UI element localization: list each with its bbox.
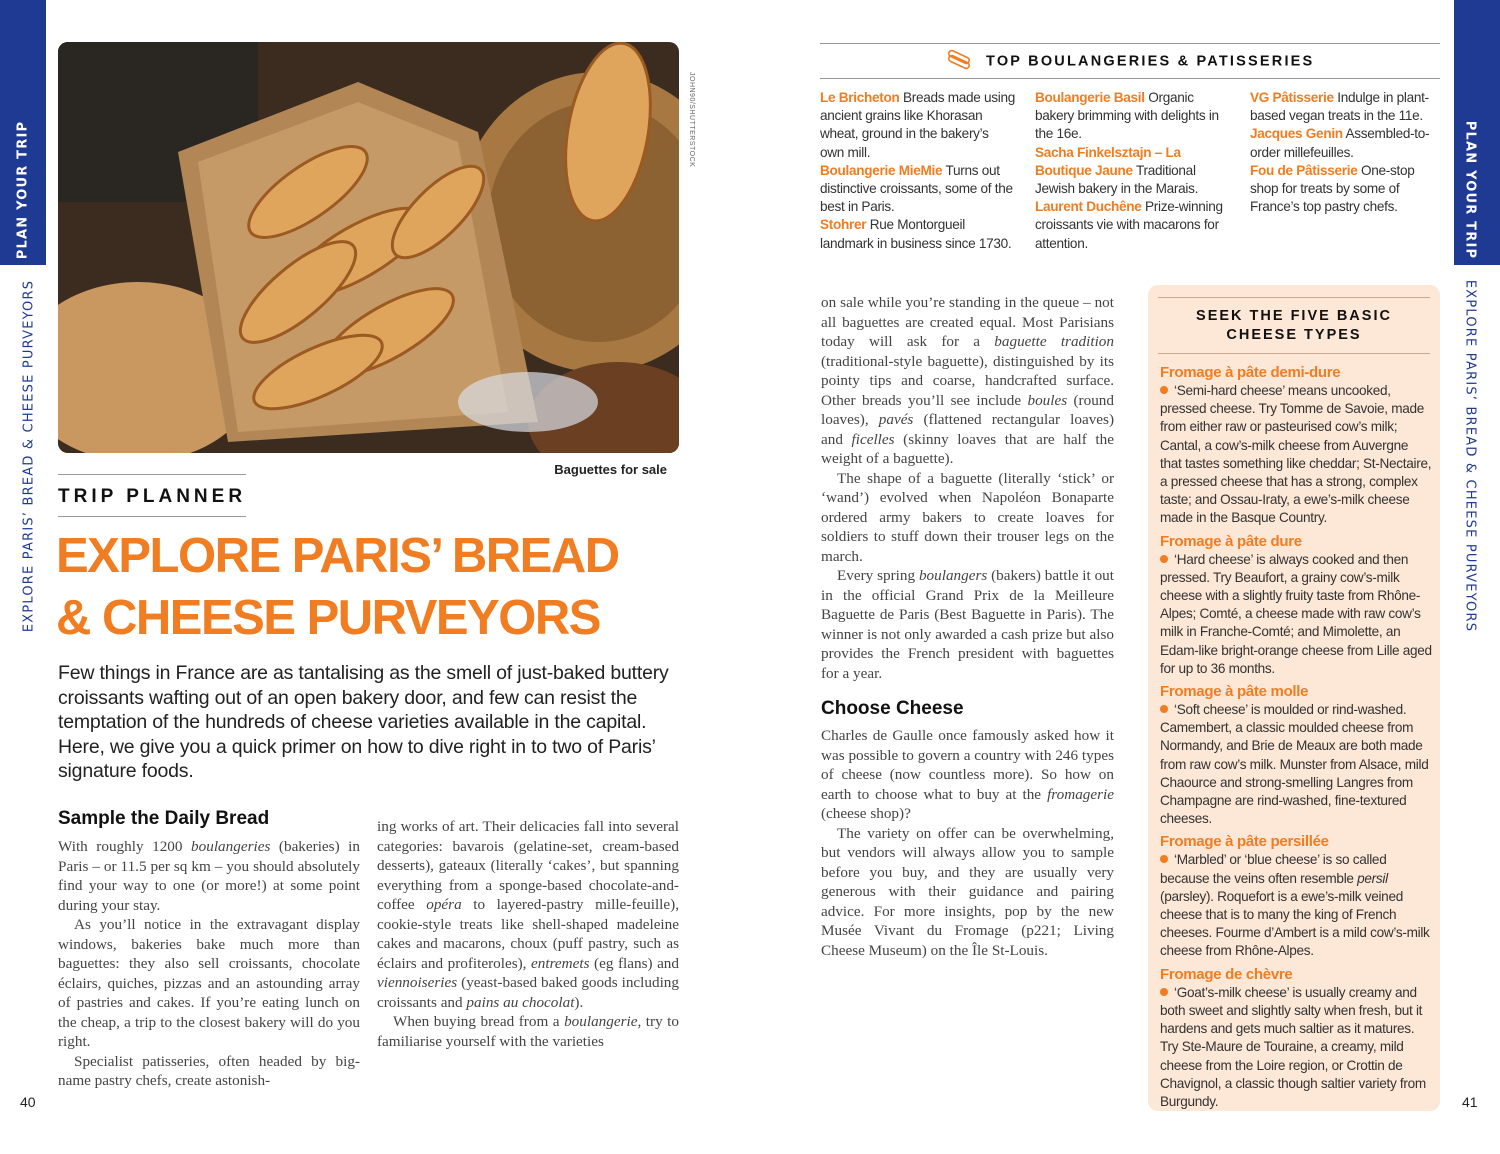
cheese-item	[1160, 682, 1432, 828]
cheese-item-text: ‘Marbled’ or ‘blue cheese’ is so called because the veins often resemble persil (parsley). Roquefort is a ewe’s-milk veined cheese that is to many the king of French cheeses. Fourme d’Ambert is a mild cow’s-milk cheese from Rhône-Alpes.	[1160, 852, 1430, 959]
bullet-icon	[1160, 988, 1168, 996]
top-box-heading: TOP BOULANGERIES & PATISSERIES	[986, 53, 1315, 70]
top-box-column-2	[1035, 89, 1230, 253]
baguettes-illustration	[58, 42, 679, 453]
bread-col2-p1: ing works of art. Their delicacies fall into several categories: bavarois (gelatine-set, cream-based desserts), gateaux (literally ‘cakes’, but spanning everything from a sponge-based chocolate-and-coffee opéra to layered-pastry mille-feuille), cookie-style treats like shell-shaped madeleine cakes and macarons, choux (puff pastry, such as éclairs and profiteroles), entremets (eg flans) and viennoiseries (yeast-based baked goods including croissants and pains au chocolat).	[377, 818, 679, 1011]
cheese-box-rule-top	[1158, 297, 1430, 298]
cheese-list	[1160, 359, 1432, 1111]
bread-col1-p3: Specialist patisseries, often headed by big-name pastry chefs, create astonish-	[58, 1052, 360, 1089]
cheese-item-text: ‘Semi-hard cheese’ means uncooked, pressed cheese. Try Tomme de Savoie, made from either raw or pasteurised cow’s milk; Cantal, a cow’s-milk cheese from Auvergne that tastes something like cheddar; St-Nectaire, a pressed cheese that has a strong, complex taste; and Ossau-Iraty, a ewe’s-milk cheese made in the Basque Country.	[1160, 383, 1432, 526]
cheese-item-heading: Fromage à pâte dure	[1160, 532, 1302, 550]
cheese-box-title	[1148, 307, 1440, 345]
intro-paragraph: Few things in France are as tantalising as the smell of just-baked buttery croissants wafting out of an open bakery door, and few can resist the temptation of the hundreds of cheese varieties available in the capital. Here, we give you a quick primer on how to dive right in to two of Paris’ signature foods.	[58, 662, 669, 783]
list-item: Boulangerie MieMie Turns out distinctive croissants, some of the best in Paris.	[820, 162, 1013, 215]
bullet-icon	[1160, 855, 1168, 863]
mid-p3: Every spring boulangers (bakers) battle it out in the official Grand Prix de la Meilleure Baguette de Paris (Best Baguette in Paris). The winner is not only awarded a cash prize but also provides the French president with baguettes for a year.	[821, 567, 1114, 682]
bread-cheese-column	[821, 293, 1114, 960]
top-box-header	[820, 48, 1440, 76]
mid-p2: The shape of a baguette (literally ‘stick’ or ‘wand’) evolved when Napoléon Bonaparte ordered army bakers to create loaves for soldiers to stuff down their trouser legs on the march.	[821, 469, 1114, 565]
list-item: Sacha Finkelsztajn – La Boutique Jaune Traditional Jewish bakery in the Marais.	[1035, 144, 1199, 197]
mid-p1: on sale while you’re standing in the queue – not all baguettes are created equal. Most Parisians today will ask for a baguette tradition (traditional-style baguette), distinguished by its pointy tips and coarse, handcrafted surface. Other breads you’ll see include boules (round loaves), pavés (flattened rectangular loaves) and ficelles (skinny loaves that are half the weight of a baguette).	[821, 294, 1115, 467]
cheese-item-heading: Fromage à pâte demi-dure	[1160, 364, 1341, 381]
baguettes-photo	[58, 42, 679, 453]
cheese-item-heading: Fromage à pâte persillée	[1160, 833, 1329, 851]
list-item: VG Pâtisserie Indulge in plant-based vegan treats in the 11e.	[1250, 90, 1429, 124]
left-side-tab-label: PLAN YOUR TRIP	[15, 120, 31, 260]
cheese-item	[1160, 965, 1432, 1111]
page-number-right: 41	[1462, 1094, 1478, 1110]
top-box-rule-bottom	[820, 78, 1440, 79]
kicker-rule-bottom	[58, 516, 246, 517]
cheese-box-rule-bottom	[1158, 353, 1430, 354]
cheese-types-box	[1148, 285, 1440, 1111]
cheese-item-text: ‘Hard cheese’ is always cooked and then pressed. Try Beaufort, a grainy cow’s-milk cheese with a slightly fruity taste from Rhône-Alpes; Comté, a cheese made with raw cow’s milk in Franche-Comté; and Mimolette, an Edam-like bright-orange cheese from Lille aged for up to 36 months.	[1160, 551, 1432, 676]
top-box-column-3	[1250, 89, 1440, 216]
mid-p4: Charles de Gaulle once famously asked how it was possible to govern a country with 246 types of cheese (now countless more). So how on earth to choose what to buy at the fromagerie (cheese shop)?	[821, 727, 1114, 822]
section-kicker: TRIP PLANNER	[58, 486, 247, 507]
bread-column-2	[377, 817, 679, 1051]
photo-credit: JOHN90/SHUTTERSTOCK	[688, 72, 695, 168]
cheese-item	[1160, 363, 1432, 528]
cheese-box-title-line1: SEEK THE FIVE BASIC	[1196, 308, 1392, 324]
cheese-box-title-line2: CHEESE TYPES	[1226, 327, 1362, 343]
cheese-item	[1160, 532, 1432, 678]
cheese-item-heading: Fromage à pâte molle	[1160, 683, 1309, 701]
bread-section-heading: Sample the Daily Bread	[58, 808, 270, 829]
list-item: Laurent Duchêne Prize-winning croissants vie with macarons for attention.	[1035, 199, 1223, 251]
cheese-item-text: ‘Soft cheese’ is moulded or rind-washed. Camembert, a classic moulded cheese from Normandy, and Brie de Meaux are both made from raw cow’s milk. Munster from Alsace, mild Chaource and strong-smelling Langres from Champagne are rind-washed, fine-textured cheeses.	[1160, 702, 1429, 827]
right-side-tab-label: PLAN YOUR TRIP	[1462, 120, 1478, 260]
mid-p5: The variety on offer can be overwhelming, but vendors will always allow you to sample before you buy, and they are usually very generous with their guidance and pairing advice. For more insights, pop by the new Musée Vivant du Fromage (p221; Living Cheese Museum) on the Île St-Louis.	[821, 824, 1114, 959]
cheese-item-text: ‘Goat’s-milk cheese’ is usually creamy and both sweet and slightly salty when fresh, but it hardens and gets much saltier as it matures. Try Ste-Maure de Touraine, a creamy, mild cheese from the Loire region, or Crottin de Chavignol, a classic though saltier variety from Burgundy.	[1160, 984, 1426, 1109]
page-title-line1: EXPLORE PARIS’ BREAD	[56, 529, 619, 583]
list-item: Boulangerie Basil Organic bakery brimming with delights in the 16e.	[1035, 90, 1219, 142]
cheese-item-heading: Fromage de chèvre	[1160, 965, 1293, 983]
page-number-left: 40	[20, 1094, 36, 1110]
photo-caption: Baguettes for sale	[554, 462, 667, 477]
bullet-icon	[1160, 555, 1168, 563]
list-item: Le Bricheton Breads made using ancient grains like Khorasan wheat, ground in the bakery’s own mill.	[820, 90, 1015, 160]
bread-col2-p2: When buying bread from a boulangerie, try to familiarise yourself with the varieties	[377, 1013, 679, 1050]
list-item: Fou de Pâtisserie One-stop shop for treats by some of France’s top pastry chefs.	[1250, 162, 1415, 215]
baguette-icon	[946, 48, 972, 75]
bullet-icon	[1160, 705, 1168, 713]
page-title-line2: & CHEESE PURVEYORS	[56, 591, 600, 645]
cheese-item	[1160, 832, 1432, 960]
list-item: Jacques Genin Assembled-to-order millefeuilles.	[1250, 126, 1430, 160]
right-side-section-label: EXPLORE PARIS’ BREAD & CHEESE PURVEYORS	[1462, 279, 1478, 633]
bread-col1-p1: With roughly 1200 boulangeries (bakeries) in Paris – or 11.5 per sq km – you should absolutely find your way to one (or more!) at some point during your stay.	[58, 838, 360, 914]
bullet-icon	[1160, 386, 1168, 394]
list-item: Stohrer Rue Montorgueil landmark in business since 1730.	[820, 217, 1012, 251]
top-box-rule-top	[820, 43, 1440, 44]
kicker-rule-top	[58, 474, 246, 475]
bread-column-1	[58, 837, 360, 1091]
bread-col1-p2: As you’ll notice in the extravagant display windows, bakeries bake much more than baguettes: they also sell croissants, chocolate éclairs, quiches, pizzas and an astounding array of pastries and cakes. If you’re eating lunch on the cheap, a trip to the closest bakery will do you right.	[58, 916, 360, 1050]
left-side-section-label: EXPLORE PARIS’ BREAD & CHEESE PURVEYORS	[21, 279, 37, 633]
top-box-column-1	[820, 89, 1015, 253]
cheese-section-heading: Choose Cheese	[821, 698, 964, 719]
